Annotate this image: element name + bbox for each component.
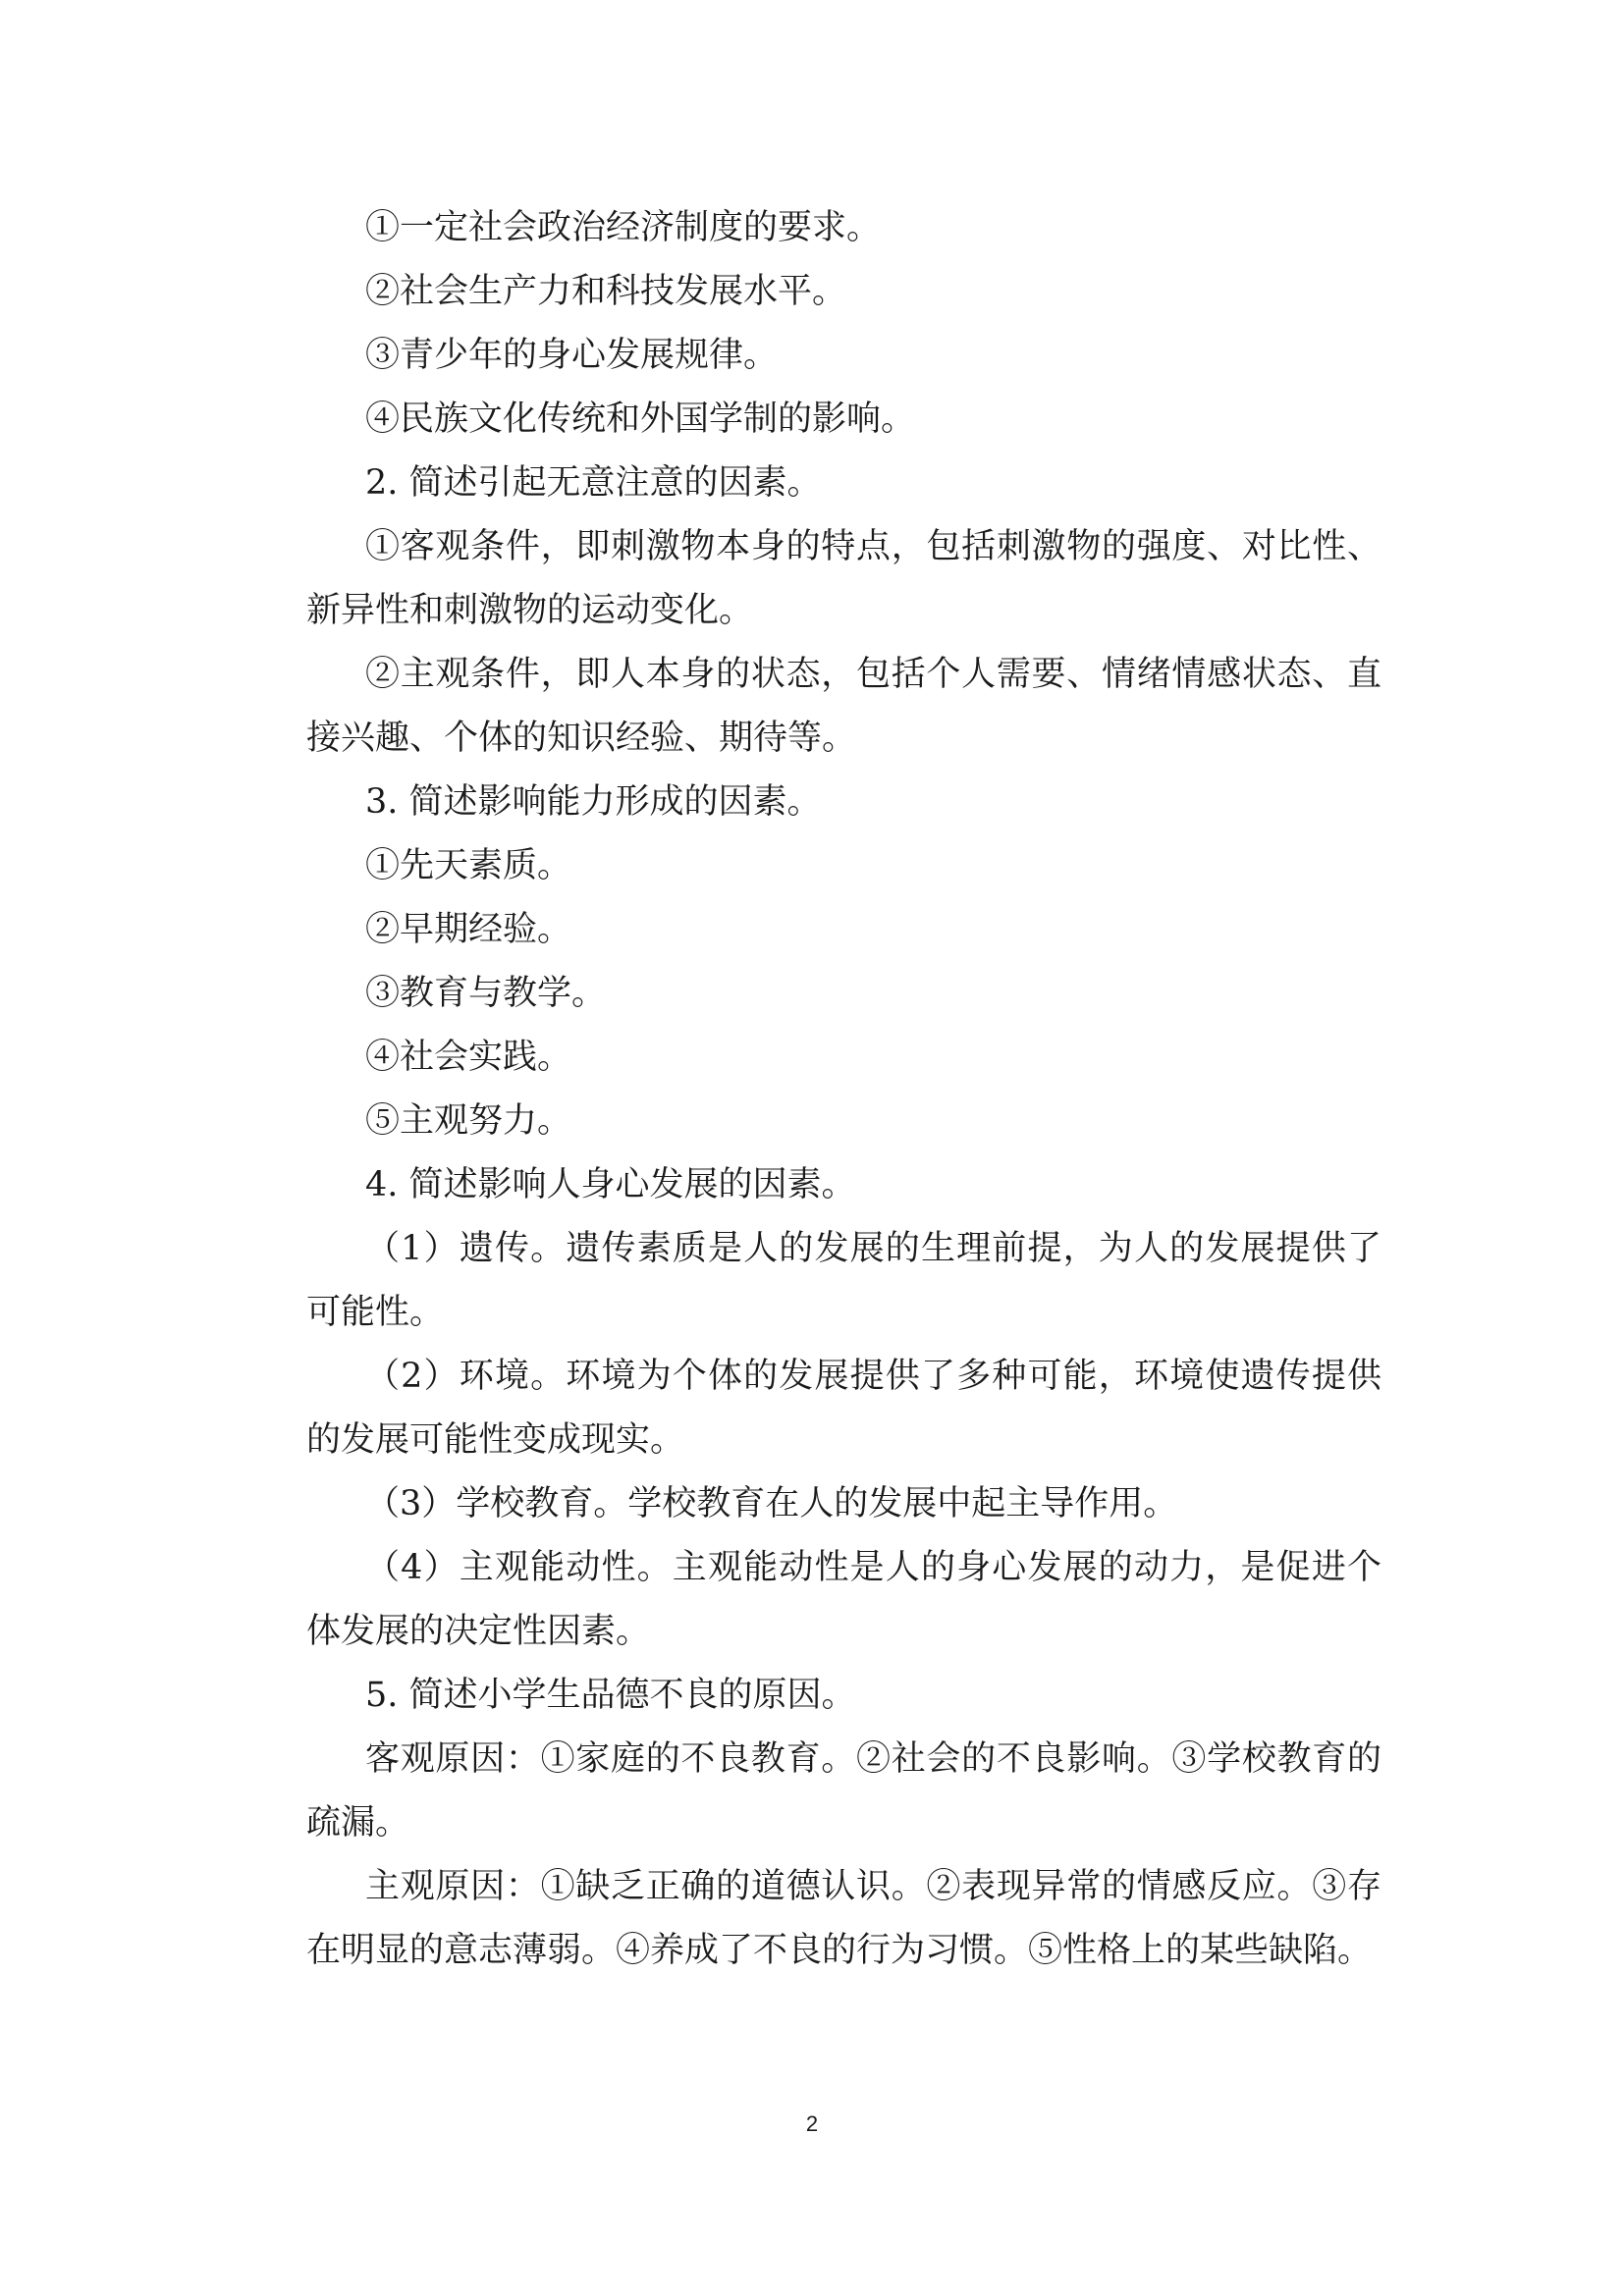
paragraph: （4）主观能动性。主观能动性是人的身心发展的动力，是促进个体发展的决定性因素。 bbox=[306, 1548, 1381, 1651]
paragraph: ①先天素质。 bbox=[365, 846, 572, 885]
question-heading: 4. 简述影响人身心发展的因素。 bbox=[365, 1165, 856, 1204]
paragraph: 主观原因：①缺乏正确的道德认识。②表现异常的情感反应。③存在明显的意志薄弱。④养成了不良的行为习惯。⑤性格上的某些缺陷。 bbox=[306, 1867, 1381, 1970]
paragraph: ②主观条件，即人本身的状态，包括个人需要、情绪情感状态、直接兴趣、个体的知识经验、期待等。 bbox=[306, 655, 1381, 758]
paragraph: ④民族文化传统和外国学制的影响。 bbox=[365, 400, 916, 439]
paragraph: ①客观条件，即刺激物本身的特点，包括刺激物的强度、对比性、新异性和刺激物的运动变化。 bbox=[306, 527, 1381, 630]
page-number: 2 bbox=[805, 2111, 819, 2136]
paragraph: 客观原因：①家庭的不良教育。②社会的不良影响。③学校教育的疏漏。 bbox=[306, 1739, 1381, 1842]
paragraph: ⑤主观努力。 bbox=[365, 1101, 572, 1141]
paragraph: ③教育与教学。 bbox=[365, 974, 607, 1013]
question-heading: 5. 简述小学生品德不良的原因。 bbox=[365, 1676, 856, 1715]
question-heading: 3. 简述影响能力形成的因素。 bbox=[365, 782, 822, 822]
paragraph: ④社会实践。 bbox=[365, 1038, 572, 1077]
paragraph: （1）遗传。遗传素质是人的发展的生理前提，为人的发展提供了可能性。 bbox=[306, 1229, 1381, 1332]
page-body bbox=[306, 196, 1381, 1983]
paragraph: ②社会生产力和科技发展水平。 bbox=[365, 272, 847, 311]
paragraph: （2）环境。环境为个体的发展提供了多种可能，环境使遗传提供的发展可能性变成现实。 bbox=[306, 1357, 1381, 1460]
paragraph: （3）学校教育。学校教育在人的发展中起主导作用。 bbox=[365, 1484, 1178, 1523]
paragraph: ②早期经验。 bbox=[365, 910, 572, 949]
paragraph: ③青少年的身心发展规律。 bbox=[365, 336, 779, 375]
paragraph: ①一定社会政治经济制度的要求。 bbox=[365, 208, 882, 247]
question-heading: 2. 简述引起无意注意的因素。 bbox=[365, 463, 822, 503]
